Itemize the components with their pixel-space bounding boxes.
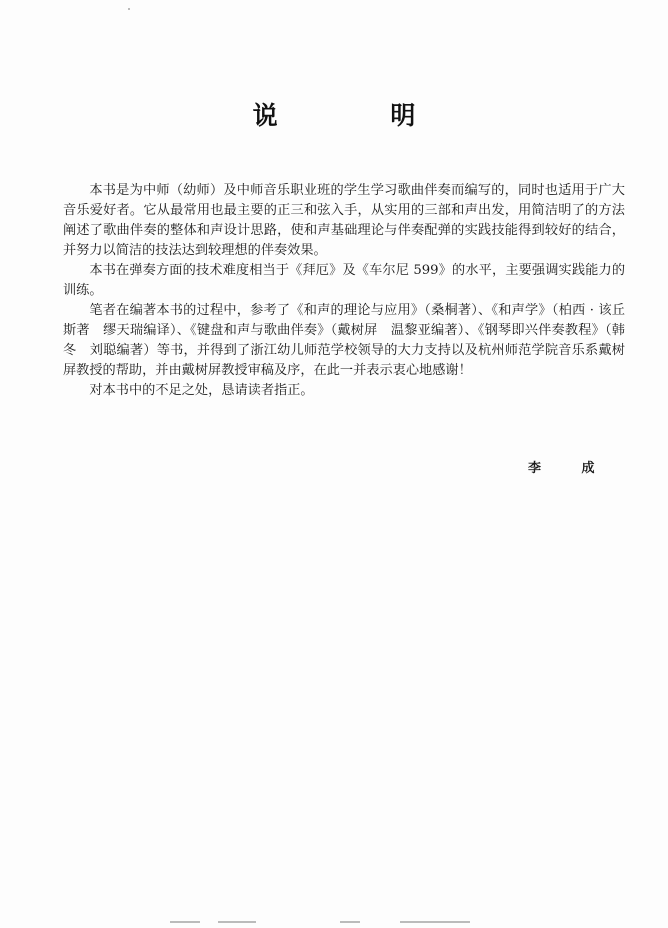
preface-body <box>63 181 625 401</box>
scan-artifact <box>170 921 200 923</box>
page-title: 说 明 <box>252 101 468 130</box>
paragraph: 笔者在编著本书的过程中，参考了《和声的理论与应用》（桑桐著）、《和声学》（柏西 · 该丘斯著 缪天瑞编译）、《键盘和声与歌曲伴奏》（戴树屏 温黎亚编著）、《钢琴即兴伴奏教程》（韩冬 刘聪编著）等书，并得到了浙江幼儿师范学校领导的大力支持以及杭州师范学院音乐系戴树屏教授的帮助，并由戴树屏教授审稿及序，在此一并表示衷心地感谢！ <box>63 303 625 378</box>
scan-artifact <box>218 921 256 923</box>
scan-artifact <box>340 921 360 923</box>
paragraph: 对本书中的不足之处，恳请读者指正。 <box>89 383 314 398</box>
paragraph: 本书在弹奏方面的技术难度相当于《拜厄》及《车尔尼 599》的水平，主要强调实践能力的训练。 <box>63 263 625 298</box>
author-signature: 李 成 <box>528 461 613 476</box>
scan-artifact <box>400 921 470 923</box>
paragraph: 本书是为中师（幼师）及中师音乐职业班的学生学习歌曲伴奏而编写的，同时也适用于广大音乐爱好者。它从最常用也最主要的正三和弦入手，从实用的三部和声出发，用简洁明了的方法阐述了歌曲伴奏的整体和声设计思路，使和声基础理论与伴奏配弹的实践技能得到较好的结合，并努力以简洁的技法达到较理想的伴奏效果。 <box>63 183 625 258</box>
scan-artifact <box>128 8 130 10</box>
